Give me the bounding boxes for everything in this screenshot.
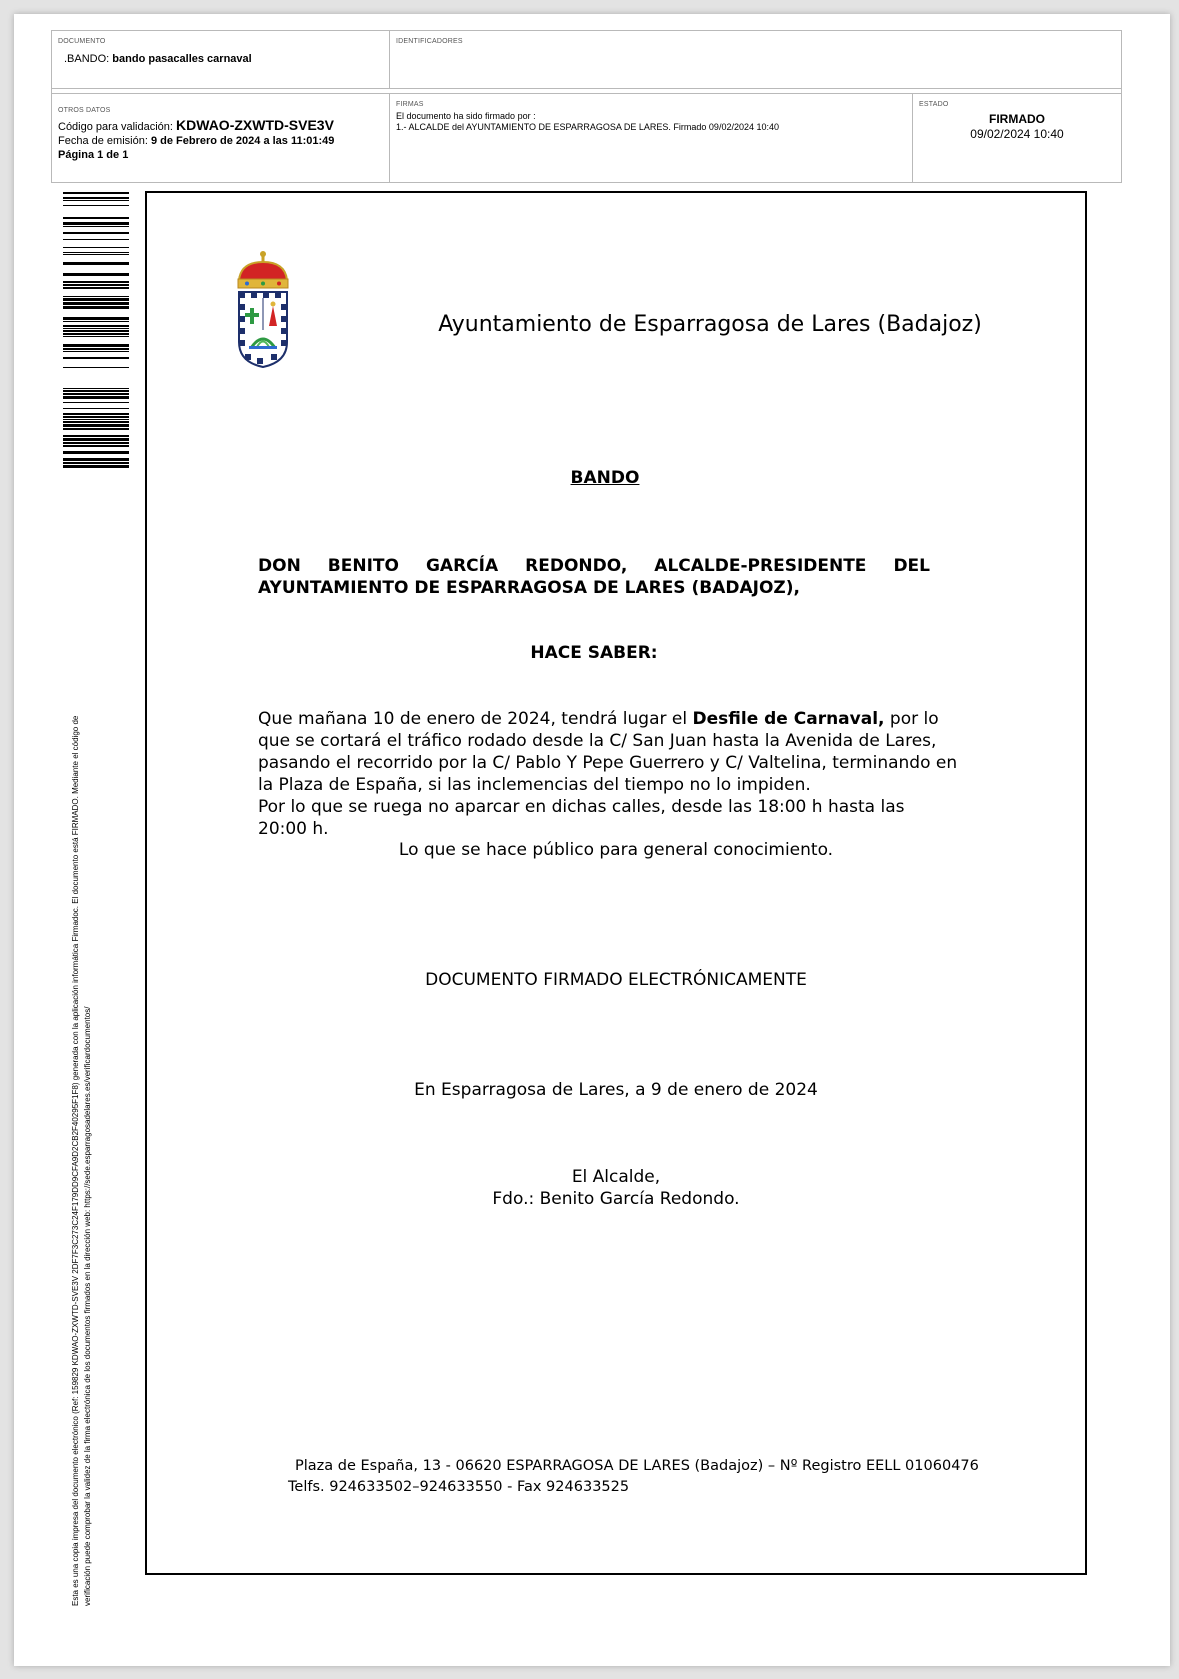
alcalde-word-5: DEL [893, 556, 930, 576]
ayuntamiento-title: Ayuntamiento de Esparragosa de Lares (Badajoz) [438, 312, 982, 337]
publico-conocimiento: Lo que se hace público para general conocimiento. [398, 840, 834, 860]
documento-name: bando pasacalles carnaval [112, 53, 252, 65]
estado-label: ESTADO [919, 101, 949, 108]
footer-address-line-2: Telfs. 924633502–924633550 - Fax 924633525 [288, 1479, 630, 1495]
pagina-info: Página 1 de 1 [58, 149, 129, 161]
estado-date: 09/02/2024 10:40 [970, 127, 1064, 141]
footer-address-line-1: Plaza de España, 13 - 06620 ESPARRAGOSA DE LARES (Badajoz) – Nº Registro EELL 01060476 [295, 1458, 979, 1474]
documento-label: DOCUMENTO [58, 38, 106, 45]
barcode-icon [63, 192, 129, 469]
fecha-label: Fecha de emisión: [58, 135, 148, 147]
otros-datos-label: OTROS DATOS [58, 107, 111, 114]
paragraph-last-line: Por lo que se ruega no aparcar en dichas calles, desde las 18:00 h hasta las 20:00 h. [258, 797, 905, 839]
alcalde-line-2: AYUNTAMIENTO DE ESPARRAGOSA DE LARES (BADAJOZ), [258, 578, 800, 598]
alcalde-word-0: DON [258, 556, 301, 576]
fecha-value: 9 de Febrero de 2024 a las 11:01:49 [150, 135, 335, 147]
firma-nombre: Fdo.: Benito García Redondo. [492, 1189, 740, 1209]
codigo-label: Código para validación: [58, 121, 173, 133]
alcalde-word-3: REDONDO, [525, 556, 628, 576]
alcalde-word-1: BENITO [327, 556, 399, 576]
codigo-validacion [58, 118, 383, 134]
alcalde-line-1 [258, 555, 930, 577]
estado-value: FIRMADO [989, 112, 1045, 126]
firma-block [258, 1166, 974, 1210]
footer-address [288, 1456, 1008, 1498]
estado-cell [913, 94, 1121, 182]
codigo-value: KDWAO-ZXWTD-SVE3V [176, 117, 334, 133]
alcalde-declaration [258, 555, 930, 599]
paragraph-part-2: por lo que se cortará el tráfico rodado desde la C/ San Juan hasta la Avenida de Lares, pasando el recorrido por la C/ Pablo Y Pepe Guerrero y C/ Valtelina, terminando en la Plaza de España, si las inclemencias del tiempo no lo impiden. [258, 709, 958, 795]
paragraph-part-1: Que mañana 10 de enero de 2024, tendrá lugar el [258, 709, 693, 729]
paragraph-bold-event: Desfile de Carnaval, [692, 709, 885, 729]
side-legal-text [70, 496, 94, 1606]
coat-of-arms-icon [233, 250, 293, 368]
fecha-emision [58, 134, 383, 148]
firmas-label: FIRMAS [396, 101, 424, 108]
documento-prefix: .BANDO: [64, 53, 110, 65]
lugar-fecha: En Esparragosa de Lares, a 9 de enero de 2024 [414, 1080, 818, 1100]
otros-datos-cell [52, 94, 390, 182]
bando-paragraph [258, 708, 958, 840]
documento-title [58, 53, 383, 65]
firmas-line-2: 1.- ALCALDE del AYUNTAMIENTO DE ESPARRAGOSA DE LARES. Firmado 09/02/2024 10:40 [396, 122, 779, 132]
identificadores-label: IDENTIFICADORES [396, 38, 463, 45]
side-legal-line-2: verificación puede comprobar la validez de la firma electrónica de los documentos firmados en la dirección web: https://sede.esparragosadelares.es/verificardocumentos/ [83, 1006, 92, 1606]
firmas-cell [390, 94, 913, 182]
bando-heading: BANDO [570, 468, 640, 488]
document-header-table [51, 30, 1122, 183]
documento-cell [52, 31, 390, 88]
document-frame [145, 191, 1087, 1575]
hace-saber-heading: HACE SABER: [530, 643, 658, 663]
alcalde-word-4: ALCALDE-PRESIDENTE [654, 556, 867, 576]
identificadores-cell [390, 31, 1121, 88]
firma-cargo: El Alcalde, [571, 1167, 661, 1187]
firmas-line-1: El documento ha sido firmado por : [396, 111, 536, 121]
side-legal-line-1: Esta es una copia impresa del documento electrónico (Ref: 159829 KDWAO-ZXWTD-SVE3V 2DF7F3C273C24F179DD9CFA9D2CB2F40295F1F8) generada con la aplicación informática Firmadoc. El documento está FIRMADO. Mediante el código de [71, 715, 80, 1606]
alcalde-word-2: GARCÍA [425, 556, 499, 576]
firmado-electronicamente: DOCUMENTO FIRMADO ELECTRÓNICAMENTE [425, 970, 807, 990]
